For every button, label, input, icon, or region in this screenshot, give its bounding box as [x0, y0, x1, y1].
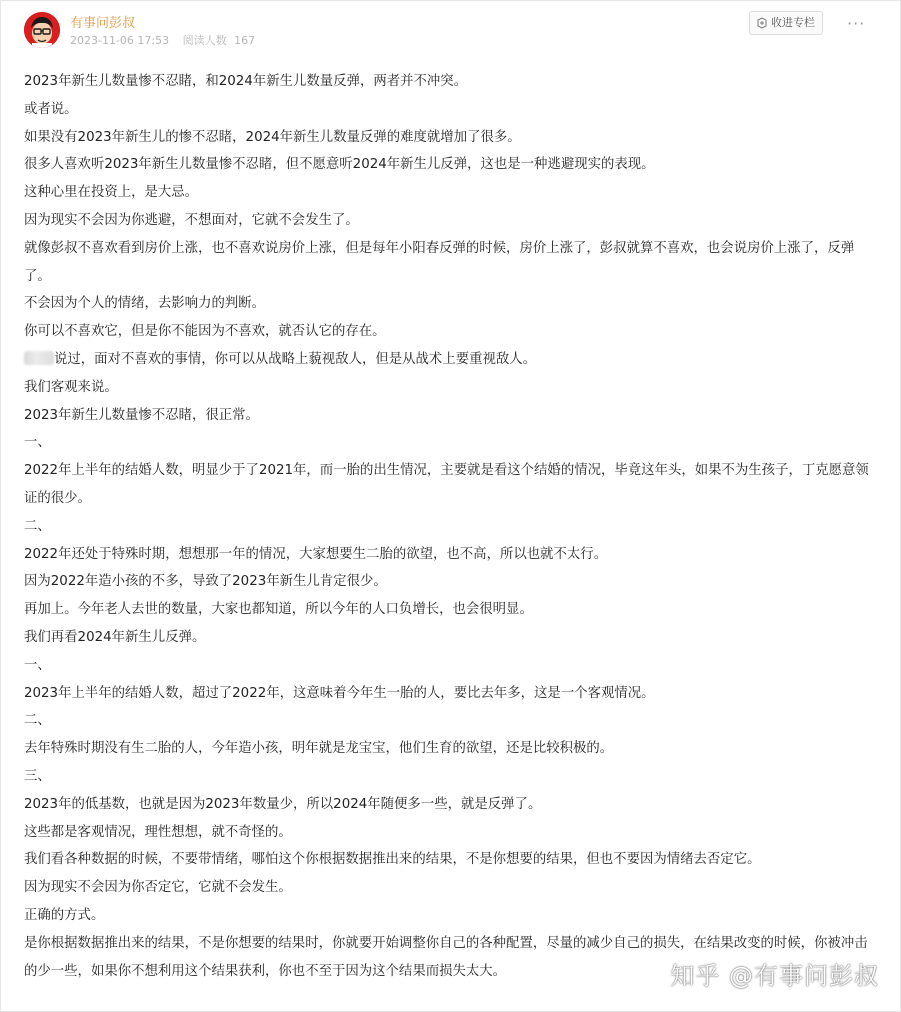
paragraph: 因为2022年造小孩的不多，导致了2023年新生儿肯定很少。 [24, 574, 387, 590]
paragraph: 2023年新生儿数量惨不忍睹，很正常。 [24, 407, 259, 423]
paragraph: 一、 [24, 435, 51, 451]
paragraph-text: 说过，面对不喜欢的事情，你可以从战略上藐视敌人，但是从战术上要重视敌人。 [54, 351, 537, 367]
paragraph: 2023年上半年的结婚人数，超过了2022年，这意味着今年生一胎的人，要比去年多，这是一个客观情况。 [24, 685, 655, 701]
paragraph: 这种心里在投资上，是大忌。 [24, 185, 199, 201]
paragraph: 因为现实不会因为你逃避，不想面对，它就不会发生了。 [24, 212, 359, 228]
views-label: 阅读人数 [182, 34, 227, 47]
paragraph: 这些都是客观情况，理性想想，就不奇怪的。 [24, 824, 292, 840]
paragraph: 2022年上半年的结婚人数，明显少于了2021年，而一胎的出生情况，主要就是看这个结婚的情况，毕竟这年头，如果不为生孩子，丁克愿意领证的很少。 [24, 463, 869, 506]
paragraph: 2022年还处于特殊时期，想想那一年的情况，大家想要生二胎的欲望，也不高，所以也就不太行。 [24, 546, 608, 562]
views-count: 167 [234, 34, 256, 47]
paragraph: 我们看各种数据的时候，不要带情绪，哪怕这个你根据数据推出来的结果，不是你想要的结果，但也不要因为情绪去否定它。 [24, 852, 761, 868]
cartoon-face-icon [24, 12, 60, 48]
paragraph: 再加上。今年老人去世的数量，大家也都知道，所以今年的人口负增长，也会很明显。 [24, 602, 533, 618]
publish-date: 2023-11-06 17:53 [70, 34, 170, 47]
paragraph: 二、 [24, 713, 51, 729]
paragraph: 很多人喜欢听2023年新生儿数量惨不忍睹，但不愿意听2024年新生儿反弹，这也是一种逃避现实的表现。 [24, 157, 655, 173]
paragraph: 如果没有2023年新生儿的惨不忍睹，2024年新生儿数量反弹的难度就增加了很多。 [24, 129, 521, 145]
paragraph: 是你根据数据推出来的结果，不是你想要的结果时，你就要开始调整你自己的各种配置，尽量的减少自己的损失，在结果改变的时候，你被冲击的少一些，如果你不想利用这个结果获利，你也不至于因为这个结果而损失太大。 [24, 935, 868, 979]
paragraph: 去年特殊时期没有生二胎的人，今年造小孩，明年就是龙宝宝，他们生育的欲望，还是比较积极的。 [24, 741, 614, 757]
paragraph-with-redaction [24, 346, 870, 374]
article-meta [70, 32, 255, 48]
paragraph: 或者说。 [24, 101, 78, 117]
paragraph: 我们客观来说。 [24, 379, 118, 395]
more-dots-icon[interactable]: ··· [847, 14, 866, 33]
avatar[interactable] [24, 12, 60, 48]
paragraph: 我们再看2024年新生儿反弹。 [24, 629, 206, 645]
paragraph: 三、 [24, 768, 51, 784]
collect-label: 收进专栏 [771, 16, 815, 29]
paragraph: 你可以不喜欢它，但是你不能因为不喜欢，就否认它的存在。 [24, 324, 386, 340]
collect-to-column-button[interactable] [749, 11, 823, 35]
paragraph: 一、 [24, 657, 51, 673]
article-body [24, 68, 870, 985]
paragraph: 二、 [24, 518, 51, 534]
zhihu-watermark: 知乎 @有事问彭叔 [670, 962, 879, 990]
paragraph: 2023年的低基数，也就是因为2023年数量少，所以2024年随便多一些，就是反弹了。 [24, 796, 542, 812]
redacted-text [24, 351, 54, 365]
author-name[interactable]: 有事问彭叔 [70, 16, 136, 31]
article-header [0, 0, 901, 56]
paragraph: 正确的方式。 [24, 907, 105, 923]
paragraph: 2023年新生儿数量惨不忍睹，和2024年新生儿数量反弹，两者并不冲突。 [24, 74, 468, 89]
paragraph: 因为现实不会因为你否定它，它就不会发生。 [24, 880, 292, 896]
paragraph: 不会因为个人的情绪，去影响力的判断。 [24, 296, 266, 312]
paragraph: 就像彭叔不喜欢看到房价上涨，也不喜欢说房价上涨，但是每年小阳春反弹的时候，房价上涨了，彭叔就算不喜欢，也会说房价上涨了，反弹了。 [24, 240, 855, 284]
collect-icon [756, 17, 768, 29]
